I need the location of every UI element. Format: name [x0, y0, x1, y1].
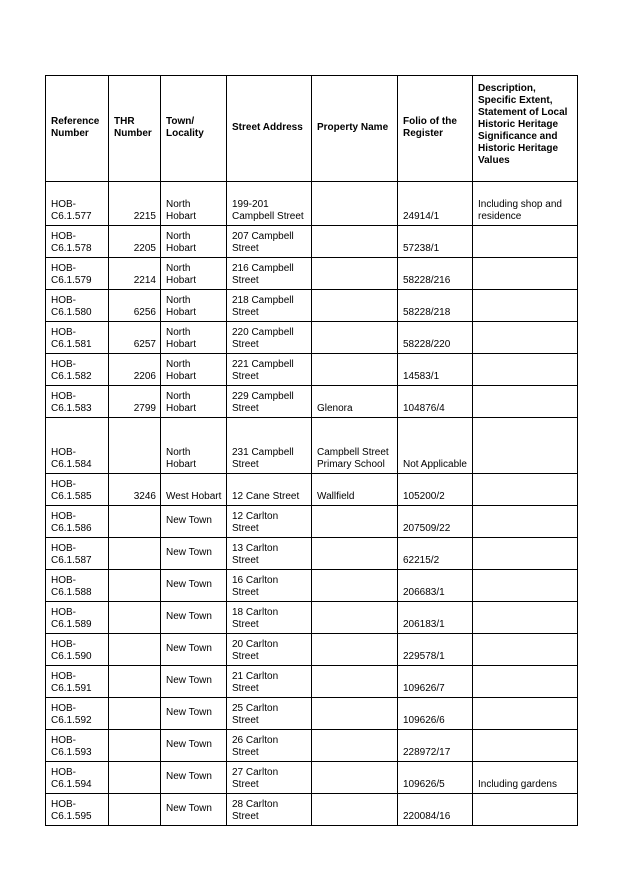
- cell-thr-number: [109, 570, 161, 602]
- table-row: [46, 418, 578, 474]
- cell-street-address: 218 Campbell Street: [227, 290, 312, 322]
- cell-property-name: [312, 506, 398, 538]
- cell-street-address: 28 Carlton Street: [227, 794, 312, 826]
- table-row: [46, 226, 578, 258]
- cell-description: [473, 634, 578, 666]
- cell-description: [473, 570, 578, 602]
- cell-description: [473, 602, 578, 634]
- cell-description: [473, 226, 578, 258]
- cell-folio: 104876/4: [398, 386, 473, 418]
- cell-thr-number: [109, 698, 161, 730]
- cell-description: [473, 666, 578, 698]
- header-row: [46, 76, 578, 182]
- cell-description: [473, 418, 578, 474]
- cell-reference-number: HOB-C6.1.580: [46, 290, 109, 322]
- cell-description: [473, 698, 578, 730]
- cell-description: Including gardens: [473, 762, 578, 794]
- cell-thr-number: 2206: [109, 354, 161, 386]
- cell-reference-number: HOB-C6.1.578: [46, 226, 109, 258]
- table-row: [46, 538, 578, 570]
- cell-property-name: [312, 762, 398, 794]
- cell-property-name: [312, 258, 398, 290]
- header-property-name: Property Name: [312, 76, 398, 182]
- cell-property-name: [312, 794, 398, 826]
- cell-reference-number: HOB-C6.1.587: [46, 538, 109, 570]
- cell-property-name: [312, 290, 398, 322]
- cell-street-address: 18 Carlton Street: [227, 602, 312, 634]
- cell-town-locality: North Hobart: [161, 386, 227, 418]
- cell-reference-number: HOB-C6.1.579: [46, 258, 109, 290]
- cell-town-locality: North Hobart: [161, 354, 227, 386]
- cell-property-name: Glenora: [312, 386, 398, 418]
- cell-folio: 229578/1: [398, 634, 473, 666]
- cell-property-name: [312, 634, 398, 666]
- cell-thr-number: [109, 602, 161, 634]
- table-row: [46, 762, 578, 794]
- cell-town-locality: North Hobart: [161, 182, 227, 226]
- cell-street-address: 25 Carlton Street: [227, 698, 312, 730]
- cell-folio: 206683/1: [398, 570, 473, 602]
- cell-thr-number: [109, 506, 161, 538]
- cell-town-locality: North Hobart: [161, 258, 227, 290]
- cell-reference-number: HOB-C6.1.582: [46, 354, 109, 386]
- cell-folio: 228972/17: [398, 730, 473, 762]
- cell-folio: 24914/1: [398, 182, 473, 226]
- cell-street-address: 12 Cane Street: [227, 474, 312, 506]
- cell-reference-number: HOB-C6.1.595: [46, 794, 109, 826]
- cell-thr-number: [109, 666, 161, 698]
- cell-reference-number: HOB-C6.1.593: [46, 730, 109, 762]
- table-header: [46, 76, 578, 182]
- cell-street-address: 20 Carlton Street: [227, 634, 312, 666]
- cell-folio: Not Applicable: [398, 418, 473, 474]
- cell-property-name: [312, 226, 398, 258]
- table-row: [46, 182, 578, 226]
- cell-thr-number: 2205: [109, 226, 161, 258]
- cell-town-locality: New Town: [161, 666, 227, 698]
- cell-folio: 207509/22: [398, 506, 473, 538]
- cell-town-locality: West Hobart: [161, 474, 227, 506]
- cell-thr-number: 6256: [109, 290, 161, 322]
- header-thr-number: THR Number: [109, 76, 161, 182]
- cell-thr-number: [109, 634, 161, 666]
- cell-property-name: [312, 182, 398, 226]
- cell-property-name: [312, 666, 398, 698]
- cell-folio: 14583/1: [398, 354, 473, 386]
- cell-folio: 105200/2: [398, 474, 473, 506]
- cell-property-name: Wallfield: [312, 474, 398, 506]
- cell-description: [473, 258, 578, 290]
- cell-thr-number: 2799: [109, 386, 161, 418]
- cell-reference-number: HOB-C6.1.577: [46, 182, 109, 226]
- cell-property-name: [312, 354, 398, 386]
- cell-description: [473, 386, 578, 418]
- cell-town-locality: New Town: [161, 762, 227, 794]
- cell-street-address: 199-201 Campbell Street: [227, 182, 312, 226]
- cell-reference-number: HOB-C6.1.588: [46, 570, 109, 602]
- cell-town-locality: New Town: [161, 794, 227, 826]
- cell-folio: 206183/1: [398, 602, 473, 634]
- cell-folio: 62215/2: [398, 538, 473, 570]
- cell-property-name: [312, 730, 398, 762]
- cell-street-address: 221 Campbell Street: [227, 354, 312, 386]
- cell-folio: 220084/16: [398, 794, 473, 826]
- header-description: Description, Specific Extent, Statement of Local Historic Heritage Significance and Historic Heritage Values: [473, 76, 578, 182]
- cell-description: [473, 322, 578, 354]
- cell-town-locality: New Town: [161, 538, 227, 570]
- cell-property-name: [312, 322, 398, 354]
- cell-description: [473, 538, 578, 570]
- table-row: [46, 322, 578, 354]
- cell-town-locality: New Town: [161, 730, 227, 762]
- cell-description: [473, 730, 578, 762]
- cell-town-locality: North Hobart: [161, 290, 227, 322]
- cell-description: [473, 794, 578, 826]
- cell-thr-number: 3246: [109, 474, 161, 506]
- cell-street-address: 231 Campbell Street: [227, 418, 312, 474]
- cell-reference-number: HOB-C6.1.581: [46, 322, 109, 354]
- table-row: [46, 666, 578, 698]
- cell-street-address: 12 Carlton Street: [227, 506, 312, 538]
- cell-description: [473, 354, 578, 386]
- cell-folio: 58228/218: [398, 290, 473, 322]
- cell-reference-number: HOB-C6.1.591: [46, 666, 109, 698]
- table-row: [46, 354, 578, 386]
- cell-reference-number: HOB-C6.1.594: [46, 762, 109, 794]
- cell-town-locality: New Town: [161, 634, 227, 666]
- table-row: [46, 386, 578, 418]
- table-row: [46, 258, 578, 290]
- cell-folio: 109626/7: [398, 666, 473, 698]
- table-row: [46, 730, 578, 762]
- header-folio: Folio of the Register: [398, 76, 473, 182]
- cell-description: [473, 474, 578, 506]
- cell-street-address: 220 Campbell Street: [227, 322, 312, 354]
- cell-description: Including shop and residence: [473, 182, 578, 226]
- cell-reference-number: HOB-C6.1.589: [46, 602, 109, 634]
- cell-property-name: [312, 570, 398, 602]
- cell-property-name: [312, 698, 398, 730]
- table-row: [46, 634, 578, 666]
- cell-property-name: Campbell Street Primary School: [312, 418, 398, 474]
- cell-town-locality: New Town: [161, 506, 227, 538]
- cell-thr-number: [109, 730, 161, 762]
- cell-town-locality: North Hobart: [161, 322, 227, 354]
- cell-reference-number: HOB-C6.1.583: [46, 386, 109, 418]
- cell-thr-number: 2215: [109, 182, 161, 226]
- cell-town-locality: North Hobart: [161, 418, 227, 474]
- table-row: [46, 290, 578, 322]
- cell-street-address: 21 Carlton Street: [227, 666, 312, 698]
- table-row: [46, 570, 578, 602]
- cell-folio: 57238/1: [398, 226, 473, 258]
- cell-street-address: 216 Campbell Street: [227, 258, 312, 290]
- cell-reference-number: HOB-C6.1.585: [46, 474, 109, 506]
- cell-description: [473, 290, 578, 322]
- table-row: [46, 794, 578, 826]
- table-row: [46, 506, 578, 538]
- cell-street-address: 13 Carlton Street: [227, 538, 312, 570]
- cell-folio: 109626/5: [398, 762, 473, 794]
- cell-street-address: 207 Campbell Street: [227, 226, 312, 258]
- cell-thr-number: [109, 538, 161, 570]
- cell-description: [473, 506, 578, 538]
- cell-reference-number: HOB-C6.1.592: [46, 698, 109, 730]
- cell-town-locality: New Town: [161, 698, 227, 730]
- table-row: [46, 474, 578, 506]
- cell-thr-number: [109, 794, 161, 826]
- cell-street-address: 16 Carlton Street: [227, 570, 312, 602]
- cell-street-address: 27 Carlton Street: [227, 762, 312, 794]
- cell-town-locality: New Town: [161, 602, 227, 634]
- header-street-address: Street Address: [227, 76, 312, 182]
- header-town-locality: Town/ Locality: [161, 76, 227, 182]
- cell-reference-number: HOB-C6.1.590: [46, 634, 109, 666]
- cell-folio: 109626/6: [398, 698, 473, 730]
- heritage-register-table: [45, 75, 578, 826]
- cell-town-locality: North Hobart: [161, 226, 227, 258]
- cell-street-address: 229 Campbell Street: [227, 386, 312, 418]
- table-body: [46, 182, 578, 826]
- cell-thr-number: [109, 762, 161, 794]
- header-reference-number: Reference Number: [46, 76, 109, 182]
- cell-thr-number: 6257: [109, 322, 161, 354]
- cell-property-name: [312, 538, 398, 570]
- table-row: [46, 602, 578, 634]
- cell-property-name: [312, 602, 398, 634]
- cell-reference-number: HOB-C6.1.584: [46, 418, 109, 474]
- cell-town-locality: New Town: [161, 570, 227, 602]
- cell-thr-number: 2214: [109, 258, 161, 290]
- cell-reference-number: HOB-C6.1.586: [46, 506, 109, 538]
- cell-thr-number: [109, 418, 161, 474]
- table-row: [46, 698, 578, 730]
- cell-folio: 58228/216: [398, 258, 473, 290]
- cell-folio: 58228/220: [398, 322, 473, 354]
- cell-street-address: 26 Carlton Street: [227, 730, 312, 762]
